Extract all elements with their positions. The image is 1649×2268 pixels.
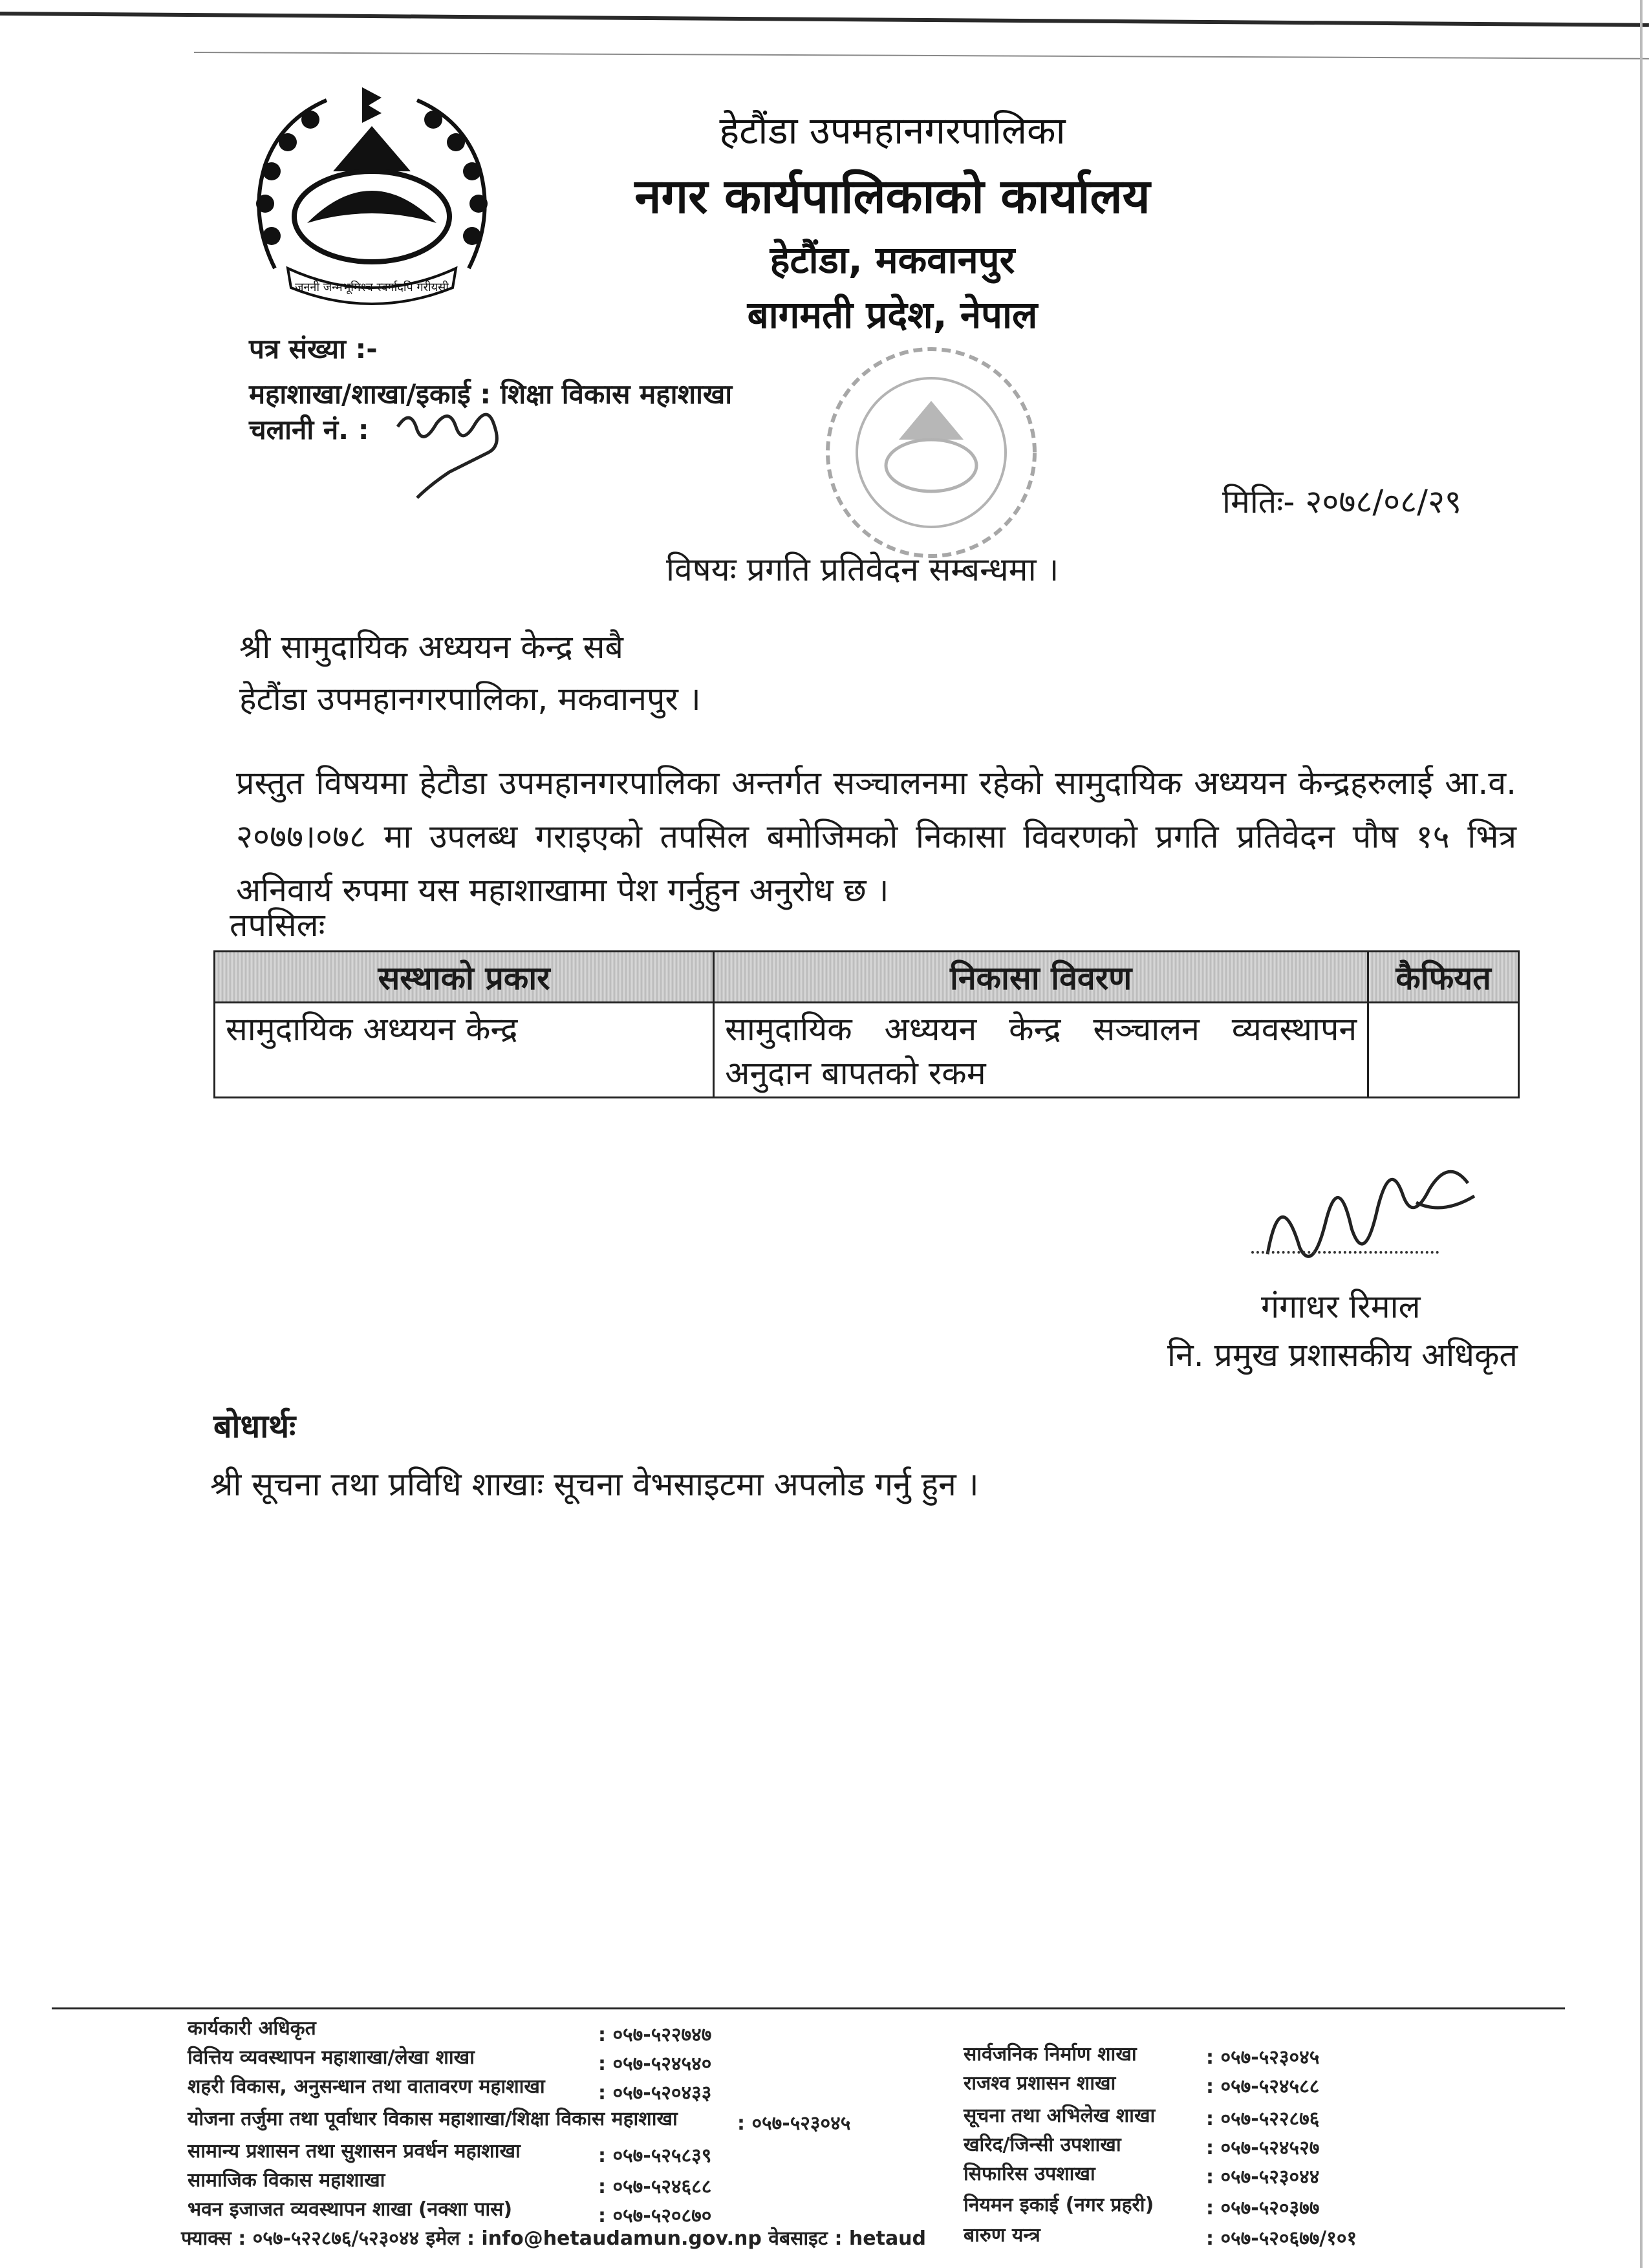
header-remarks: कैफियत — [1368, 952, 1519, 1003]
header-institution-type: सस्थाको प्रकार — [215, 952, 714, 1003]
footer-left-label: भवन इजाजत व्यवस्थापन शाखा (नक्शा पास) — [188, 2198, 513, 2221]
details-label: तपसिलः — [230, 906, 325, 944]
footer-left-phone: : ०५७-५२५८३९ — [598, 2145, 712, 2167]
letter-number-label: पत्र संख्या :- — [249, 333, 378, 365]
letter-date: मितिः- २०७८/०८/२९ — [1222, 483, 1462, 520]
footer-right-label: खरिद/जिन्सी उपशाखा — [964, 2134, 1121, 2156]
footer-rule — [52, 2007, 1565, 2009]
footer-left-phone: : ०५७-५२४५४० — [598, 2053, 712, 2075]
scan-edge-top — [0, 12, 1649, 27]
footer-right-label: बारुण यन्त्र — [964, 2224, 1040, 2247]
footer-right-label: सिफारिस उपशाखा — [964, 2163, 1095, 2185]
handwritten-dispatch-number — [391, 401, 534, 504]
nepal-emblem-icon — [236, 74, 508, 320]
footer-right-label: नियमन इकाई (नगर प्रहरी) — [964, 2194, 1154, 2216]
office-seal-stamp-icon — [802, 343, 1054, 575]
signature-line — [1251, 1251, 1439, 1254]
footer-right-phone: : ०५७-५२३०४५ — [1206, 2046, 1320, 2069]
emblem-motto: जननी जन्मभूमिश्च स्वर्गादपि गरीयसी — [295, 281, 449, 294]
letter-subject: विषयः प्रगति प्रतिवेदन सम्बन्धमा । — [666, 551, 1059, 588]
cc-line: श्री सूचना तथा प्रविधि शाखाः सूचना वेभसाइटमा अपलोड गर्नु हुन । — [210, 1466, 979, 1503]
footer-left-phone: : ०५७-५२४६८८ — [598, 2176, 712, 2198]
addressee-line-1: श्री सामुदायिक अध्ययन केन्द्र सबै — [239, 628, 623, 666]
footer-right-phone: : ०५७-५२०३७७ — [1206, 2197, 1320, 2220]
office-name: नगर कार्यपालिकाको कार्यालय — [634, 169, 1150, 224]
cell-remarks — [1368, 1003, 1519, 1098]
footer-right-phone: : ०५७-५२४५८८ — [1206, 2075, 1320, 2098]
cc-label: बोधार्थः — [213, 1407, 296, 1445]
footer-right-label: सार्वजनिक निर्माण शाखा — [964, 2043, 1137, 2066]
footer-left-phone: : ०५७-५२२७४७ — [598, 2024, 712, 2046]
footer-left-label: सामाजिक विकास महाशाखा — [188, 2169, 385, 2192]
signatory-name: गंगाधर रिमाल — [1261, 1288, 1421, 1325]
division-label: महाशाखा/शाखा/इकाई : शिक्षा विकास महाशाखा — [249, 378, 733, 410]
footer-right-phone: : ०५७-५२२८७६ — [1206, 2108, 1320, 2130]
table-header-row — [215, 952, 1519, 1003]
footer-fax-email-line: फ्याक्स : ०५७-५२२८७६/५२३०४४ इमेल : info@hetaudamun.gov.np वेबसाइट : hetaud — [181, 2227, 927, 2250]
footer-left-phone: : ०५७-५२०४३३ — [598, 2082, 712, 2104]
footer-left-label: कार्यकारी अधिकृत — [188, 2017, 316, 2040]
footer-right-phone: : ०५७-५२४५२७ — [1206, 2137, 1320, 2159]
details-table — [213, 950, 1520, 1098]
footer-right-phone: : ०५७-५२०६७७/१०१ — [1206, 2227, 1357, 2250]
footer-left-label: शहरी विकास, अनुसन्धान तथा वातावरण महाशाखा — [188, 2075, 545, 2098]
cell-release-details: सामुदायिक अध्ययन केन्द्र सञ्चालन व्यवस्थापन अनुदान बापतको रकम — [714, 1003, 1368, 1098]
header-release-details: निकासा विवरण — [714, 952, 1368, 1003]
scan-edge-line — [194, 52, 1649, 59]
footer-right-label: राजश्व प्रशासन शाखा — [964, 2072, 1116, 2095]
signatory-title: नि. प्रमुख प्रशासकीय अधिकृत — [1167, 1336, 1518, 1374]
footer-left-label: वित्तिय व्यवस्थापन महाशाखा/लेखा शाखा — [188, 2046, 475, 2069]
province-country: बागमती प्रदेश, नेपाल — [747, 293, 1038, 337]
footer-left-phone: : ०५७-५२०८७० — [598, 2205, 712, 2227]
addressee-line-2: हेटौंडा उपमहानगरपालिका, मकवानपुर । — [239, 680, 701, 718]
footer-left-phone: : ०५७-५२३०४५ — [737, 2112, 851, 2135]
footer-right-label: सूचना तथा अभिलेख शाखा — [964, 2104, 1156, 2127]
footer-left-label: योजना तर्जुमा तथा पूर्वाधार विकास महाशाखा/शिक्षा विकास महाशाखा — [188, 2108, 678, 2130]
dispatch-number-label: चलानी नं. : — [249, 414, 369, 445]
letter-body: प्रस्तुत विषयमा हेटौडा उपमहानगरपालिका अन्तर्गत सञ्चालनमा रहेको सामुदायिक अध्ययन केन्द्रहरुलाई आ.व. २०७७।०७८ मा उपलब्ध गराइएको तपसिल बमोजिमको निकासा विवरणको प्रगति प्रतिवेदन पौष १५ भित्र अनिवार्य रुपमा यस महाशाखामा पेश गर्नुहुन अनुरोध छ । — [236, 764, 1516, 909]
office-location: हेटौंडा, मकवानपुर — [770, 238, 1015, 282]
footer-left-label: सामान्य प्रशासन तथा सुशासन प्रवर्धन महाशाखा — [188, 2140, 521, 2163]
footer-right-phone: : ०५७-५२३०४४ — [1206, 2166, 1320, 2188]
handwritten-signature — [1255, 1144, 1500, 1280]
cell-institution-type: सामुदायिक अध्ययन केन्द्र — [215, 1003, 714, 1098]
scan-edge-right — [1640, 0, 1643, 2268]
municipality-name: हेटौंडा उपमहानगरपालिका — [719, 109, 1066, 153]
table-row — [215, 1003, 1519, 1098]
